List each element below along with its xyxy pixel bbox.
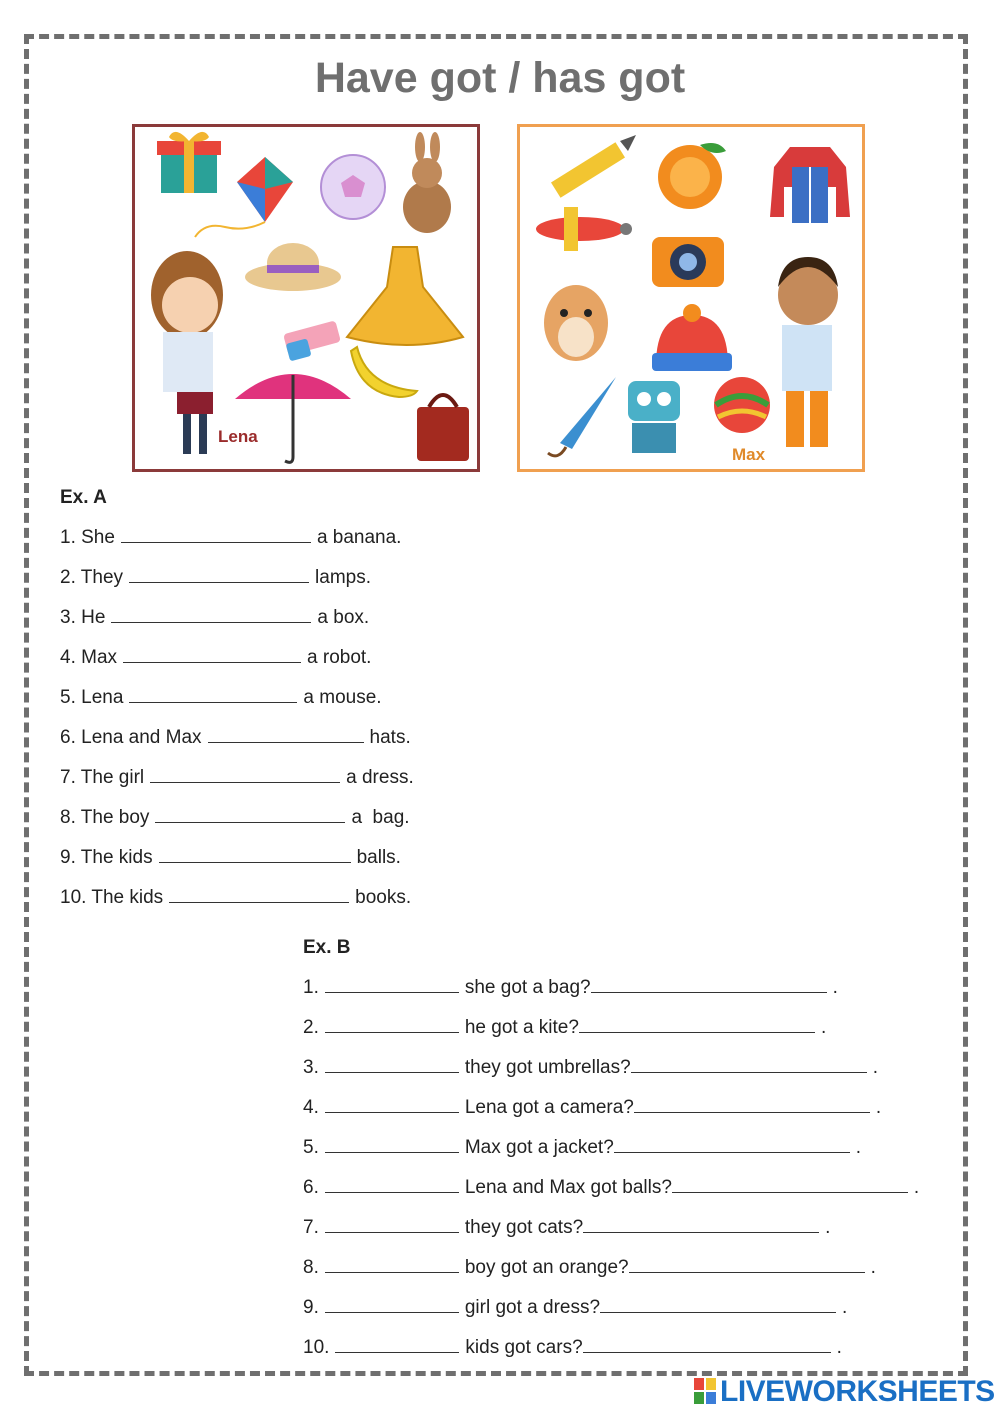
sentence-end: a box. [317,607,370,628]
end-period: . [870,1257,876,1278]
sentence-end: balls. [356,847,401,868]
exercise-b-item [303,1017,826,1039]
answer-blank[interactable] [579,1017,815,1033]
jacket-icon [770,147,850,223]
question-text: kids got cars? [465,1337,583,1358]
exercise-a-item [60,527,401,549]
exercise-a-item [60,887,411,909]
question-word-blank[interactable] [325,1137,459,1153]
question-text: she got a bag? [464,977,591,998]
dress-icon [347,247,463,345]
answer-blank[interactable] [614,1137,850,1153]
boy-figure [778,257,838,447]
exercise-a-item [60,807,410,829]
beanie-hat-icon [652,304,732,371]
max-name-label: Max [732,445,766,464]
question-text: he got a kite? [464,1017,579,1038]
sentence-end: a robot. [307,647,372,668]
exercise-b-item [303,1337,842,1359]
lena-items-illustration [135,127,477,469]
item-number: 10. [303,1337,330,1358]
gift-icon [157,132,221,193]
exercise-b-item [303,1057,878,1079]
exercise-a-item [60,647,371,669]
sentence-end: hats. [369,727,411,748]
answer-blank[interactable] [111,607,311,623]
hat-icon [245,243,341,291]
sentence-end: a banana. [316,527,402,548]
sentence-start: 4. Max [60,647,118,668]
camera-icon [652,237,724,287]
bag-icon [417,395,469,461]
exercise-a-item [60,567,371,589]
question-word-blank[interactable] [325,1177,459,1193]
end-period: . [913,1177,920,1198]
answer-blank[interactable] [629,1257,865,1273]
item-number: 9. [303,1297,319,1318]
page-title: Have got / has got [314,54,686,102]
answer-blank[interactable] [591,977,827,993]
sentence-start: 10. The kids [60,887,164,908]
banana-icon [351,347,417,397]
sentence-start: 9. The kids [60,847,153,868]
item-number: 7. [303,1217,319,1238]
exercise-a-item [60,847,401,869]
answer-blank[interactable] [123,647,301,663]
max-items-illustration [520,127,862,469]
exercise-a-item [60,687,382,709]
question-text: Lena and Max got balls? [464,1177,672,1198]
question-word-blank[interactable] [325,977,459,993]
end-period: . [832,977,838,998]
liveworksheets-logo [694,1374,995,1410]
exercise-a-item [60,727,411,749]
answer-blank[interactable] [600,1297,836,1313]
question-text: they got cats? [464,1217,584,1238]
question-text: they got umbrellas? [464,1057,631,1078]
lena-name-label: Lena [218,427,258,446]
question-text: Lena got a camera? [464,1097,634,1118]
question-word-blank[interactable] [335,1337,459,1353]
eraser-icon [283,320,341,361]
sentence-start: 7. The girl [60,767,145,788]
answer-blank[interactable] [208,727,364,743]
question-word-blank[interactable] [325,1297,459,1313]
answer-blank[interactable] [121,527,311,543]
exercise-b-item [303,1217,830,1239]
logo-text: LIVEWORKSHEETS [720,1375,995,1408]
exercise-b-item [303,1177,919,1199]
exercise-b-item [303,977,838,999]
answer-blank[interactable] [169,887,349,903]
question-word-blank[interactable] [325,1057,459,1073]
question-word-blank[interactable] [325,1257,459,1273]
robot-icon [628,381,680,453]
answer-blank[interactable] [631,1057,867,1073]
exercise-b-item [303,1097,881,1119]
exercise-b-item [303,1257,876,1279]
sentence-start: 1. She [60,527,115,548]
answer-blank[interactable] [672,1177,908,1193]
answer-blank[interactable] [129,687,297,703]
sentence-start: 6. Lena and Max [60,727,202,748]
closed-umbrella-icon [548,377,616,456]
item-number: 1. [303,977,319,998]
striped-ball-icon [714,377,770,433]
end-period: . [872,1057,878,1078]
ball-icon [321,155,385,219]
max-picture-panel [517,124,865,472]
end-period: . [842,1297,848,1318]
lena-picture-panel [132,124,480,472]
question-text: boy got an orange? [464,1257,629,1278]
sentence-end: books. [355,887,412,908]
airplane-icon [536,207,632,251]
answer-blank[interactable] [583,1337,831,1353]
answer-blank[interactable] [159,847,351,863]
question-word-blank[interactable] [325,1097,459,1113]
exercise-b-item [303,1297,847,1319]
item-number: 3. [303,1057,319,1078]
rabbit-icon [403,132,451,233]
girl-figure [151,251,223,454]
sentence-end: a mouse. [303,687,382,708]
item-number: 4. [303,1097,319,1118]
answer-blank[interactable] [155,807,345,823]
answer-blank[interactable] [583,1217,819,1233]
item-number: 8. [303,1257,319,1278]
question-word-blank[interactable] [325,1217,459,1233]
sentence-end: a bag. [351,807,410,828]
end-period: . [855,1137,862,1158]
end-period: . [836,1337,842,1358]
question-text: girl got a dress? [464,1297,601,1318]
answer-blank[interactable] [150,767,340,783]
exercise-a-heading: Ex. A [60,487,107,508]
orange-icon [658,143,726,209]
question-word-blank[interactable] [325,1017,459,1033]
hamster-icon [544,285,608,361]
answer-blank[interactable] [129,567,309,583]
exercise-a-item [60,767,414,789]
sentence-end: a dress. [346,767,414,788]
exercise-b-item [303,1137,861,1159]
umbrella-icon [235,374,351,462]
end-period: . [825,1217,831,1238]
end-period: . [875,1097,882,1118]
exercise-b-heading: Ex. B [303,937,351,958]
sentence-end: lamps. [315,567,371,588]
end-period: . [820,1017,827,1038]
logo-blocks-icon [694,1378,718,1406]
sentence-start: 8. The boy [60,807,150,828]
sentence-start: 5. Lena [60,687,124,708]
sentence-start: 2. They [60,567,124,588]
item-number: 5. [303,1137,319,1158]
item-number: 6. [303,1177,319,1198]
item-number: 2. [303,1017,319,1038]
exercise-a-item [60,607,369,629]
answer-blank[interactable] [634,1097,870,1113]
pencil-icon [551,135,636,198]
question-text: Max got a jacket? [464,1137,614,1158]
sentence-start: 3. He [60,607,106,628]
